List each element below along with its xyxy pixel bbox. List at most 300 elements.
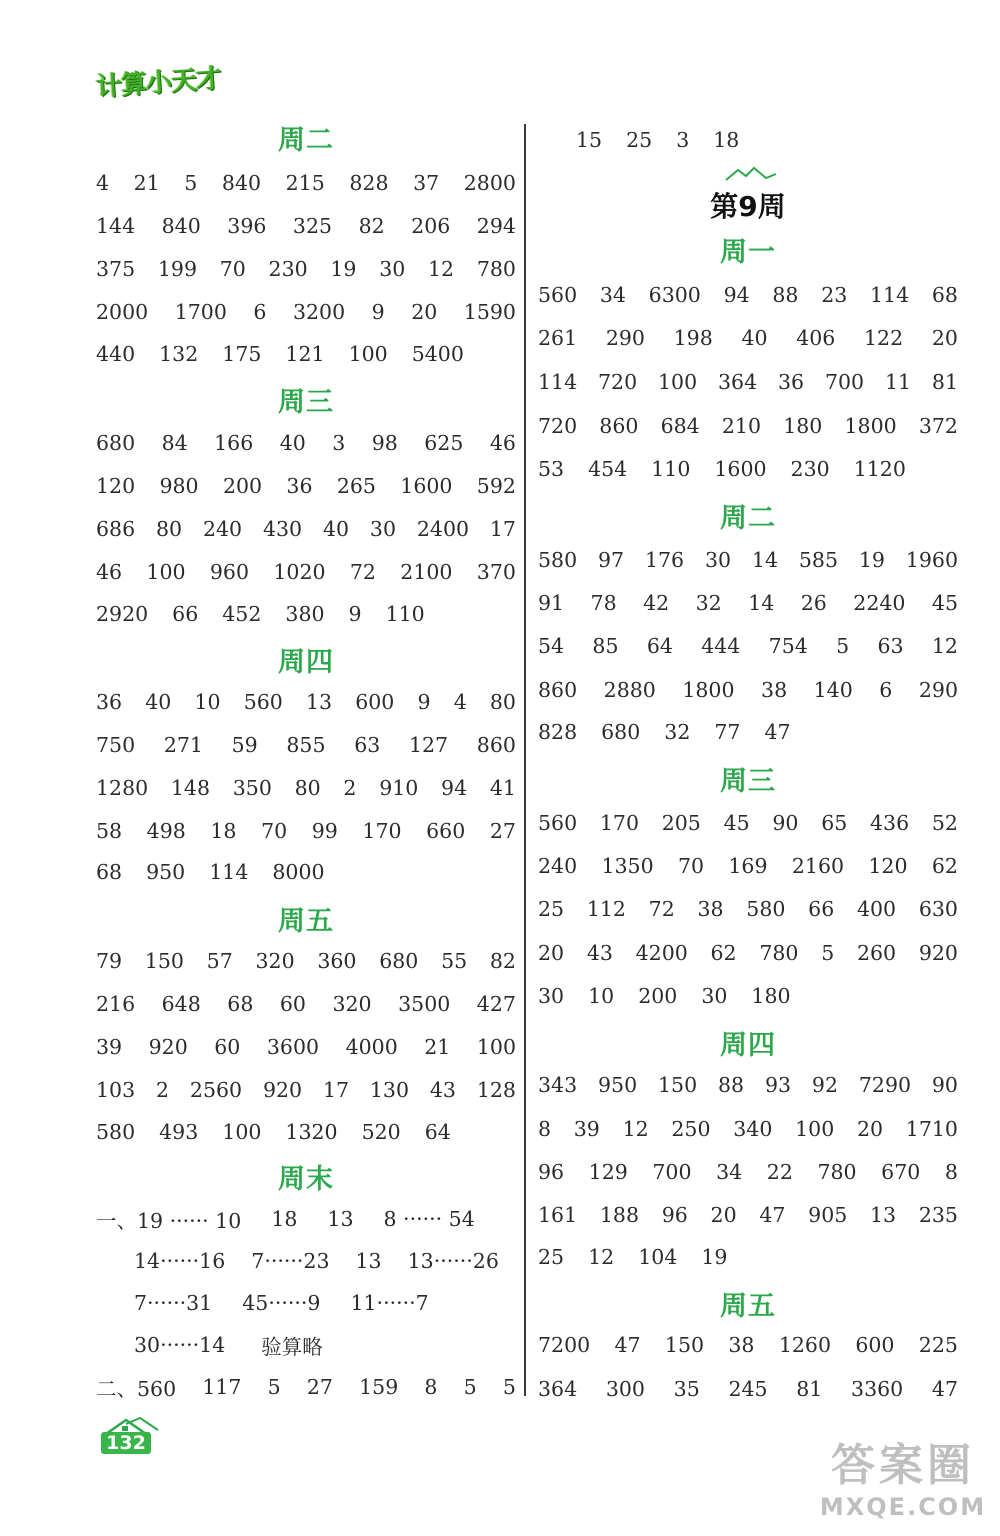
- answer-row: [538, 1070, 958, 1100]
- answer-value: 686: [96, 517, 136, 541]
- answer-value: 6: [879, 678, 893, 702]
- answer-value: 65: [821, 811, 848, 835]
- answer-value: 2800: [463, 171, 516, 195]
- answer-value: 7290: [858, 1073, 912, 1097]
- section-heading-weekend: 周末: [278, 1164, 334, 1195]
- answer-value: 215: [285, 171, 325, 195]
- answer-value: 200: [222, 474, 263, 498]
- answer-value: 592: [476, 474, 516, 498]
- answer-value: 684: [660, 414, 700, 438]
- answer-value: 950: [598, 1073, 638, 1097]
- answer-value: 188: [599, 1203, 639, 1227]
- answer-value: 600: [355, 690, 395, 714]
- answer-value: 5: [821, 941, 835, 965]
- answer-value: 260: [856, 941, 897, 965]
- answer-value: 144: [96, 214, 136, 238]
- answer-value: 4: [453, 690, 467, 714]
- answer-value: 3360: [851, 1377, 904, 1401]
- answer-value: 8: [538, 1117, 552, 1141]
- answer-value: 380: [285, 602, 325, 626]
- answer-value: 63: [354, 733, 381, 757]
- answer-row: [96, 254, 516, 284]
- answer-value: 114: [870, 283, 910, 307]
- answer-value: 63: [877, 634, 904, 658]
- answer-value: 454: [588, 457, 628, 481]
- answer-row: [538, 981, 958, 1011]
- answer-value: 68: [931, 283, 958, 307]
- answer-row: [134, 1288, 554, 1318]
- answer-value: 27: [489, 819, 516, 843]
- answer-value: 2240: [853, 591, 906, 615]
- answer-value: 12: [428, 257, 455, 281]
- answer-value: 235: [918, 1203, 958, 1227]
- answer-value: 630: [918, 897, 958, 921]
- book-logo: 计算小天才: [95, 63, 222, 103]
- answer-value: 82: [489, 949, 516, 973]
- answer-row: [538, 851, 958, 881]
- answer-value: 53: [538, 457, 565, 481]
- answer-value: 82: [358, 214, 385, 238]
- answer-value: 10: [194, 690, 221, 714]
- answer-row: [538, 1200, 958, 1230]
- answer-value: 81: [796, 1377, 823, 1401]
- answer-value: 648: [161, 992, 201, 1016]
- answer-value: 94: [441, 776, 468, 800]
- answer-value: 360: [317, 949, 357, 973]
- section-heading-mon: 周一: [720, 237, 776, 268]
- answer-value: 200: [638, 984, 678, 1008]
- answer-value: 39: [573, 1117, 600, 1141]
- section-heading-thu: 周四: [278, 647, 334, 678]
- answer-value: 180: [783, 414, 823, 438]
- answer-row: [96, 1032, 516, 1062]
- answer-value: 10: [588, 984, 615, 1008]
- answer-value: 230: [268, 257, 308, 281]
- answer-value: 905: [808, 1203, 848, 1227]
- answer-value: 700: [824, 370, 865, 394]
- answer-value: 40: [279, 431, 306, 455]
- answer-value: 7200: [538, 1333, 591, 1357]
- site-watermark: [808, 1440, 998, 1536]
- answer-value: 100: [348, 342, 388, 366]
- answer-row: [96, 471, 516, 501]
- answer-value: 18: [713, 128, 740, 152]
- answer-value: 2000: [96, 300, 149, 324]
- answer-row: [538, 1330, 958, 1360]
- answer-value: 60: [279, 992, 306, 1016]
- section-heading-thu: 周四: [720, 1030, 776, 1061]
- answer-value: 625: [424, 431, 464, 455]
- answer-value: 13······26: [407, 1249, 499, 1273]
- answer-value: 370: [476, 560, 516, 584]
- answer-value: 55: [441, 949, 468, 973]
- answer-value: 94: [723, 283, 750, 307]
- answer-value: 25: [538, 897, 565, 921]
- answer-value: 580: [746, 897, 786, 921]
- answer-value: 4200: [635, 941, 688, 965]
- answer-value: 300: [605, 1377, 645, 1401]
- answer-value: 950: [146, 860, 186, 884]
- answer-value: 670: [881, 1160, 921, 1184]
- answer-row: [96, 428, 516, 458]
- answer-value: 114: [209, 860, 249, 884]
- answer-value: 2: [343, 776, 357, 800]
- section-heading-wed: 周三: [720, 766, 776, 797]
- answer-value: 3500: [398, 992, 451, 1016]
- watermark-logo: 答案圈: [831, 1440, 975, 1491]
- answer-value: 5: [836, 634, 850, 658]
- answer-value: 175: [222, 342, 262, 366]
- answer-row: [96, 557, 516, 587]
- answer-value: 38: [728, 1333, 755, 1357]
- answer-value: 99: [311, 819, 338, 843]
- answer-value: 20: [931, 326, 958, 350]
- answer-value: 1280: [96, 776, 149, 800]
- answer-row: [538, 631, 958, 661]
- answer-value: 560: [243, 690, 283, 714]
- answer-value: 150: [658, 1073, 698, 1097]
- answer-row: [538, 367, 958, 397]
- answer-value: 66: [172, 602, 199, 626]
- answer-value: 828: [538, 720, 578, 744]
- answer-value: 25: [538, 1245, 565, 1269]
- answer-value: 290: [605, 326, 645, 350]
- answer-value: 1600: [714, 457, 767, 481]
- answer-value: 11: [884, 370, 912, 394]
- answer-value: 20: [710, 1203, 737, 1227]
- answer-value: 660: [426, 819, 466, 843]
- answer-value: 754: [768, 634, 808, 658]
- answer-value: 6300: [648, 283, 701, 307]
- answer-value: 166: [214, 431, 254, 455]
- answer-value: 400: [856, 897, 897, 921]
- answer-value: 320: [255, 949, 295, 973]
- answer-value: 30······14: [134, 1333, 226, 1357]
- answer-value: 64: [424, 1120, 451, 1144]
- answer-row: [538, 280, 958, 310]
- answer-value: 110: [651, 457, 691, 481]
- answer-value: 364: [718, 370, 758, 394]
- answer-row: [134, 1330, 554, 1360]
- answer-value: 5: [267, 1375, 281, 1399]
- section-heading-fri: 周五: [720, 1291, 776, 1322]
- answer-value: 585: [798, 548, 838, 572]
- answer-value: 40: [741, 326, 768, 350]
- answer-value: 140: [813, 678, 853, 702]
- answer-value: 26: [800, 591, 827, 615]
- answer-value: 20: [411, 300, 438, 324]
- answer-value: 860: [599, 414, 639, 438]
- answer-value: 261: [538, 326, 578, 350]
- answer-value: 40: [322, 517, 350, 541]
- answer-value: 96: [538, 1160, 565, 1184]
- answer-value: 780: [759, 941, 799, 965]
- answer-value: 13: [870, 1203, 897, 1227]
- answer-value: 498: [146, 819, 186, 843]
- answer-value: 12: [622, 1117, 649, 1141]
- answer-value: 452: [222, 602, 262, 626]
- answer-value: 980: [159, 474, 199, 498]
- answer-value: 2560: [189, 1078, 243, 1102]
- answer-value: 9: [371, 300, 385, 324]
- answer-value: 436: [870, 811, 910, 835]
- answer-value: 27: [306, 1375, 333, 1399]
- answer-row: [96, 1372, 516, 1402]
- answer-value: 4: [96, 171, 110, 195]
- answer-row: [96, 773, 516, 803]
- answer-value: 720: [598, 370, 638, 394]
- answer-value: 30: [369, 517, 396, 541]
- answer-value: 3200: [292, 300, 346, 324]
- answer-value: 12: [931, 634, 958, 658]
- answer-row: [96, 816, 516, 846]
- answer-value: 3: [676, 128, 690, 152]
- answer-value: 11······7: [350, 1291, 429, 1315]
- answer-value: 36: [778, 370, 805, 394]
- answer-value: 90: [772, 811, 799, 835]
- answer-value: 18: [210, 819, 237, 843]
- answer-value: 13: [305, 690, 333, 714]
- answer-value: 320: [332, 992, 372, 1016]
- answer-value: 444: [701, 634, 741, 658]
- answer-value: 46: [489, 431, 516, 455]
- answer-value: 58: [96, 819, 123, 843]
- answer-value: 240: [202, 517, 243, 541]
- answer-value: 45: [931, 591, 958, 615]
- answer-value: 7······23: [251, 1249, 330, 1273]
- answer-value: 128: [476, 1078, 516, 1102]
- answer-value: 1800: [682, 678, 735, 702]
- answer-value: 9: [348, 602, 362, 626]
- answer-value: 37: [413, 171, 440, 195]
- answer-value: 15: [576, 128, 603, 152]
- answer-value: 20: [538, 941, 565, 965]
- answer-value: 20: [856, 1117, 884, 1141]
- answer-row: [538, 894, 958, 924]
- answer-value: 290: [918, 678, 958, 702]
- answer-value: 80: [489, 690, 516, 714]
- answer-row: [538, 1374, 958, 1404]
- answer-row: [538, 938, 958, 968]
- section-heading-wed: 周三: [278, 387, 334, 418]
- answer-value: 2400: [416, 517, 470, 541]
- answer-value: 68: [227, 992, 254, 1016]
- answer-value: 35: [673, 1377, 700, 1401]
- answer-value: 36: [96, 690, 123, 714]
- answer-value: 92: [811, 1073, 838, 1097]
- answer-value: 150: [144, 949, 184, 973]
- watermark-url: MXQE.COM: [819, 1493, 987, 1521]
- answer-value: 960: [209, 560, 250, 584]
- answer-value: 440: [96, 342, 136, 366]
- answer-row: [538, 1242, 958, 1272]
- answer-value: 560: [538, 283, 578, 307]
- answer-value: 7······31: [134, 1291, 213, 1315]
- answer-value: 1710: [905, 1117, 958, 1141]
- answer-value: 396: [227, 214, 267, 238]
- answer-value: 1700: [174, 300, 227, 324]
- answer-value: 43: [586, 941, 613, 965]
- answer-value: 1600: [400, 474, 453, 498]
- answer-value: 70: [261, 819, 288, 843]
- answer-value: 90: [931, 1073, 958, 1097]
- answer-value: 910: [379, 776, 419, 800]
- answer-value: 88: [718, 1073, 745, 1097]
- answer-value: 170: [599, 811, 639, 835]
- answer-value: 117: [202, 1375, 242, 1399]
- answer-value: 19: [701, 1245, 728, 1269]
- answer-value: 375: [96, 257, 136, 281]
- answer-row: [96, 168, 516, 198]
- answer-value: 340: [733, 1117, 773, 1141]
- answer-value: 13: [355, 1249, 382, 1273]
- answer-value: 680: [379, 949, 419, 973]
- answer-value: 100: [222, 1120, 262, 1144]
- answer-value: 343: [538, 1073, 578, 1097]
- answer-value: 920: [262, 1078, 303, 1102]
- answer-value: 1800: [844, 414, 897, 438]
- answer-value: 127: [408, 733, 449, 757]
- answer-value: 230: [790, 457, 830, 481]
- answer-value: 62: [931, 854, 958, 878]
- answer-row: [538, 808, 958, 838]
- answer-value: 100: [795, 1117, 835, 1141]
- answer-value: 1960: [905, 548, 958, 572]
- answer-value: 84: [161, 431, 188, 455]
- answer-value: 169: [728, 854, 768, 878]
- section-heading-fri: 周五: [278, 906, 334, 937]
- answer-value: 430: [262, 517, 303, 541]
- answer-value: 720: [538, 414, 578, 438]
- answer-value: 120: [96, 474, 136, 498]
- answer-value: 161: [538, 1203, 578, 1227]
- answer-value: 30: [704, 548, 732, 572]
- answer-value: 780: [817, 1160, 857, 1184]
- answer-value: 68: [96, 860, 123, 884]
- answer-value: 680: [96, 431, 136, 455]
- answer-value: 5: [502, 1375, 516, 1399]
- answer-value: 9: [417, 690, 431, 714]
- answer-value: 100: [658, 370, 698, 394]
- answer-value: 47: [614, 1333, 641, 1357]
- answer-value: 130: [369, 1078, 410, 1102]
- answer-value: 199: [157, 257, 197, 281]
- answer-value: 206: [411, 214, 451, 238]
- answer-value: 325: [292, 214, 333, 238]
- answer-value: 210: [721, 414, 762, 438]
- answer-value: 32: [695, 591, 722, 615]
- answer-value: 100: [476, 1035, 516, 1059]
- answer-value: 780: [476, 257, 516, 281]
- answer-value: 85: [592, 634, 619, 658]
- answer-value: 81: [931, 370, 958, 394]
- answer-value: 600: [855, 1333, 895, 1357]
- answer-row: [538, 411, 958, 441]
- answer-value: 52: [931, 811, 958, 835]
- answer-value: 14: [748, 591, 775, 615]
- mountain-icon: [724, 166, 778, 182]
- answer-value: 216: [96, 992, 136, 1016]
- answer-row: [538, 454, 958, 484]
- answer-value: 18: [271, 1207, 298, 1231]
- answer-value: 97: [598, 548, 625, 572]
- answer-value: 80: [294, 776, 321, 800]
- answer-value: 96: [661, 1203, 688, 1227]
- answer-value: 43: [429, 1078, 456, 1102]
- section-heading-tue: 周二: [278, 125, 334, 156]
- answer-value: 350: [232, 776, 272, 800]
- answer-value: 8: [424, 1375, 438, 1399]
- answer-value: 21: [133, 171, 160, 195]
- answer-value: 62: [710, 941, 737, 965]
- answer-value: 98: [371, 431, 398, 455]
- answer-value: 110: [385, 602, 425, 626]
- answer-value: 860: [476, 733, 516, 757]
- answer-row: [96, 1204, 516, 1234]
- page-number: 132: [101, 1432, 151, 1454]
- answer-value: 205: [661, 811, 701, 835]
- answer-value: 38: [697, 897, 724, 921]
- answer-row: [96, 339, 516, 369]
- answer-value: 112: [586, 897, 626, 921]
- answer-value: 828: [349, 171, 389, 195]
- answer-value: 680: [601, 720, 641, 744]
- answer-row: [96, 1075, 516, 1105]
- answer-value: 32: [664, 720, 691, 744]
- answer-value: 88: [772, 283, 799, 307]
- answer-value: 129: [588, 1160, 628, 1184]
- answer-row: [538, 1157, 958, 1187]
- answer-value: 验算略: [261, 1335, 323, 1359]
- answer-value: 840: [221, 171, 262, 195]
- answer-value: 47: [764, 720, 791, 744]
- answer-value: 30: [379, 257, 406, 281]
- answer-value: 5400: [411, 342, 464, 366]
- answer-value: 80: [156, 517, 183, 541]
- answer-value: 5: [184, 171, 198, 195]
- answer-value: 2880: [603, 678, 656, 702]
- answer-value: 1350: [601, 854, 654, 878]
- answer-value: 750: [96, 733, 136, 757]
- answer-value: 17: [489, 517, 516, 541]
- answer-value: 100: [146, 560, 186, 584]
- answer-value: 132: [159, 342, 199, 366]
- answer-row: [96, 857, 516, 887]
- answer-value: 580: [96, 1120, 136, 1144]
- answer-value: 4000: [345, 1035, 398, 1059]
- answer-row: [96, 989, 516, 1019]
- section-heading-tue: 周二: [720, 503, 776, 534]
- answer-value: 二、560: [96, 1377, 177, 1401]
- answer-row: [538, 588, 958, 618]
- answer-value: 72: [349, 560, 376, 584]
- answer-value: 6: [253, 300, 267, 324]
- answer-value: 70: [677, 854, 705, 878]
- answer-row: [96, 1117, 516, 1147]
- answer-value: 406: [796, 326, 836, 350]
- answer-value: 225: [918, 1333, 958, 1357]
- answer-value: 1020: [273, 560, 326, 584]
- answer-row: [96, 687, 516, 717]
- answer-value: 72: [648, 897, 675, 921]
- answer-value: 一、19 ······ 10: [96, 1209, 242, 1233]
- column-divider: [524, 124, 526, 1396]
- answer-value: 104: [638, 1245, 678, 1269]
- answer-value: 23: [821, 283, 848, 307]
- answer-value: 8000: [272, 860, 325, 884]
- answer-value: 920: [148, 1035, 188, 1059]
- answer-value: 1320: [285, 1120, 338, 1144]
